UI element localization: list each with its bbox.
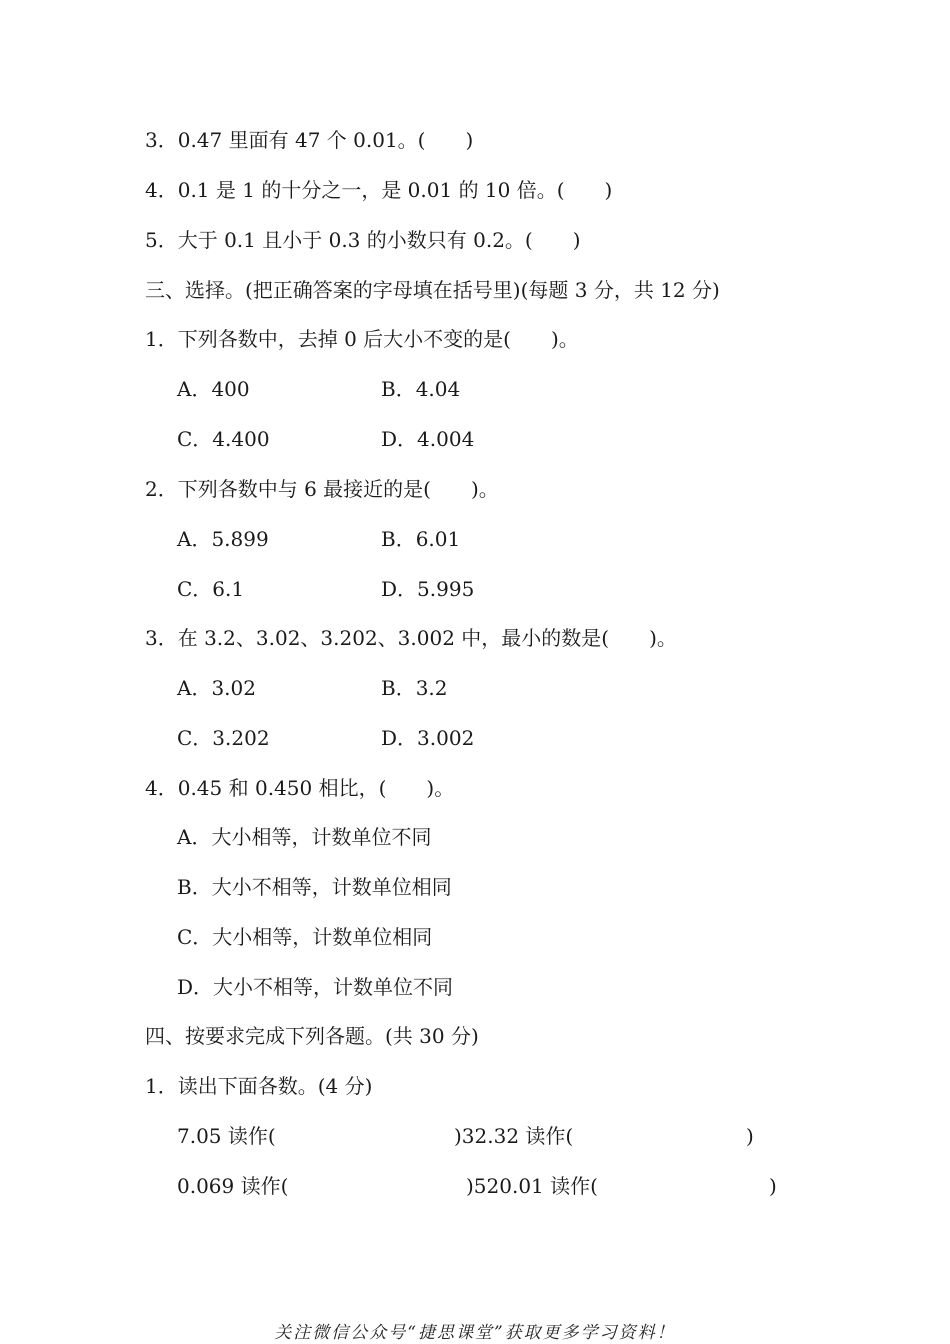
choice-q2-option-a: A．5.899 [177, 527, 269, 551]
choice-q3-option-b: B．3.2 [381, 676, 448, 700]
judge-item-4: 4．0.1 是 1 的十分之一，是 0.01 的 10 倍。( ) [145, 178, 613, 202]
choice-q2-option-c: C．6.1 [177, 577, 245, 601]
choice-q1-option-b: B．4.04 [381, 377, 461, 401]
judge-item-3: 3．0.47 里面有 47 个 0.01。( ) [145, 128, 474, 152]
read-row-1-part-c: ) [746, 1124, 754, 1148]
choice-q4-option-c: C．大小相等，计数单位相同 [177, 925, 433, 949]
choice-q3-stem: 3．在 3.2、3.02、3.202、3.002 中，最小的数是( )。 [145, 626, 677, 650]
read-row-2-part-b: )520.01 读作( [466, 1174, 598, 1198]
choice-q3-option-c: C．3.202 [177, 726, 270, 750]
read-row-2-part-a: 0.069 读作( [177, 1174, 289, 1198]
choice-q1-option-d: D．4.004 [381, 427, 475, 451]
read-row-2-part-c: ) [769, 1174, 777, 1198]
section-3-title: 三、选择。(把正确答案的字母填在括号里)(每题 3 分，共 12 分) [145, 278, 720, 302]
choice-q1-option-c: C．4.400 [177, 427, 270, 451]
choice-q4-option-d: D．大小不相等，计数单位不同 [177, 975, 454, 999]
choice-q2-option-b: B．6.01 [381, 527, 461, 551]
choice-q3-option-a: A．3.02 [177, 676, 256, 700]
read-row-1-part-a: 7.05 读作( [177, 1124, 276, 1148]
choice-q2-option-d: D．5.995 [381, 577, 475, 601]
footer-promo-text: 关注微信公众号“捷思课堂”获取更多学习资料！ [274, 1323, 676, 1343]
judge-item-5: 5．大于 0.1 且小于 0.3 的小数只有 0.2。( ) [145, 228, 581, 252]
choice-q1-option-a: A．400 [177, 377, 250, 401]
read-row-1-part-b: )32.32 读作( [454, 1124, 574, 1148]
choice-q4-stem: 4．0.45 和 0.450 相比，( )。 [145, 776, 455, 800]
choice-q2-stem: 2．下列各数中与 6 最接近的是( )。 [145, 477, 499, 501]
choice-q3-option-d: D．3.002 [381, 726, 475, 750]
choice-q4-option-b: B．大小不相等，计数单位相同 [177, 875, 452, 899]
choice-q4-option-a: A．大小相等，计数单位不同 [177, 825, 432, 849]
choice-q1-stem: 1．下列各数中，去掉 0 后大小不变的是( )。 [145, 327, 579, 351]
section-4-title: 四、按要求完成下列各题。(共 30 分) [145, 1024, 479, 1048]
read-q1-stem: 1．读出下面各数。(4 分) [145, 1074, 373, 1098]
